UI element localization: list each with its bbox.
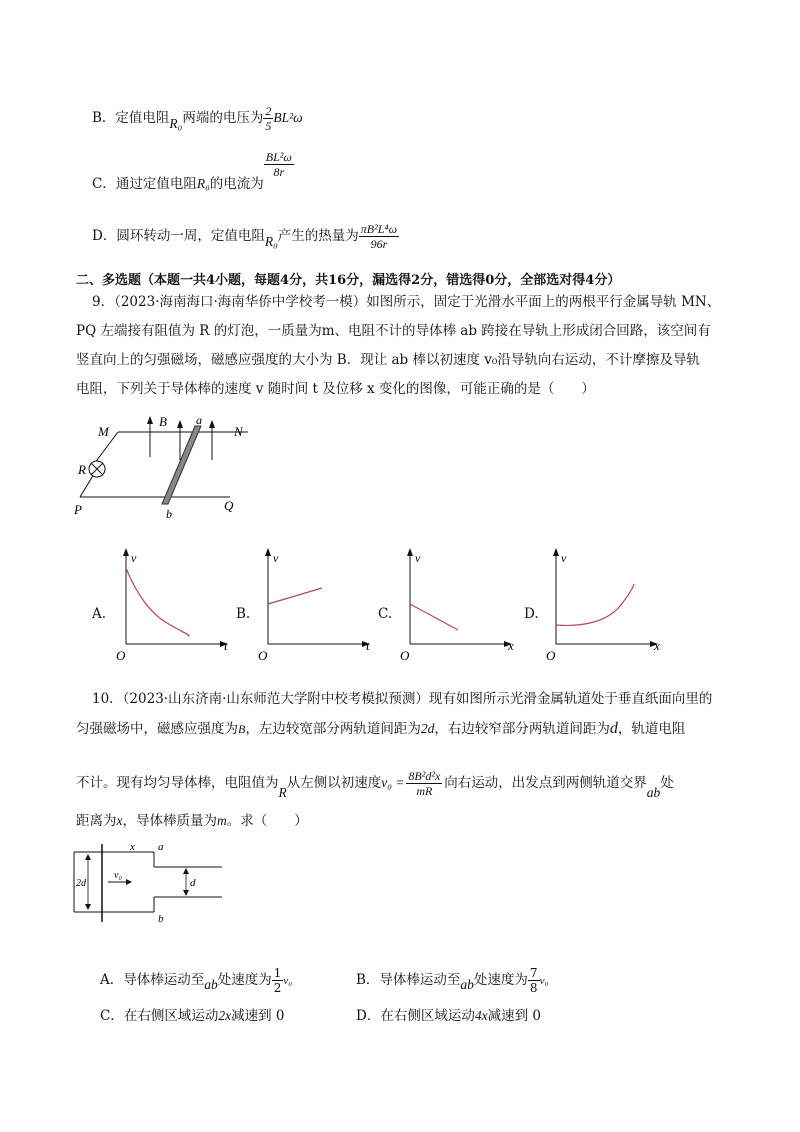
var-d: d (609, 720, 618, 737)
expr: 2x (218, 1008, 232, 1023)
var-x: x (116, 813, 123, 828)
var-ab: ab (204, 977, 218, 992)
option-text: 定值电阻 (115, 110, 170, 126)
r0-symbol: R₀ (169, 116, 183, 131)
text: 不计。现有均匀导体棒，电阻值为 (76, 775, 279, 791)
var-v0: v₀ (539, 975, 549, 987)
label-b-field: B (159, 414, 167, 429)
graph-option-d: D. (524, 606, 539, 622)
section-header: 二、多选题（本题一共4小题，每题4分，共16分，漏选得2分，错选得0分，全部选对得4分） (76, 273, 621, 288)
option-label: C． (100, 1008, 124, 1024)
var-m: m (217, 813, 227, 828)
label-b: b (166, 507, 172, 521)
option-text: 处速度为 (217, 972, 272, 988)
q10-option-a (100, 966, 292, 995)
option-text: 圆环转动一周，定值电阻 (116, 228, 265, 244)
var-ab: ab (646, 785, 661, 800)
origin-label: O (116, 648, 126, 662)
label-r: R (78, 462, 86, 477)
label-2d: 2d (76, 878, 86, 889)
x-axis-label: x (508, 638, 514, 653)
v0-fraction (406, 769, 442, 798)
option-text: 通过定值电阻 (115, 176, 197, 192)
frac-num: 1 (273, 966, 282, 980)
var-2d: 2d (420, 721, 435, 736)
fraction (359, 222, 399, 251)
q9-rail-figure (70, 412, 270, 524)
option-label: D． (356, 1008, 381, 1024)
option-text: 在右侧区域运动 (123, 1008, 219, 1024)
q10-line-1: 10．（2023·山东济南·山东师范大学附中校考模拟预测）现有如图所示光滑金属轨道处于垂直纸面向里的 (92, 691, 713, 707)
option-label: A． (100, 972, 124, 988)
option-label: B． (356, 972, 380, 988)
option-label: C． (92, 176, 116, 192)
y-axis-label: v (415, 551, 421, 565)
graph-a (112, 548, 236, 662)
frac-den: 5 (265, 119, 272, 133)
graph-option-b: B. (236, 606, 251, 622)
text: 处 (660, 775, 674, 791)
y-axis-label: v (273, 551, 279, 565)
q10-line-3 (76, 768, 674, 798)
frac-den: 2 (273, 981, 282, 995)
frac-num: 7 (529, 966, 538, 980)
label-d: d (190, 877, 196, 889)
expr: 4x (474, 1008, 488, 1023)
q9-line-4: 电阻，下列关于导体棒的速度 v 随时间 t 及位移 x 变化的图像，可能正确的是（ ） (76, 381, 595, 397)
option-d-prev (92, 222, 399, 251)
series-c (410, 604, 458, 630)
x-axis-label: x (654, 638, 660, 653)
graph-b (254, 548, 378, 662)
frac-den: 8r (273, 165, 285, 179)
q10-track-figure (70, 842, 230, 924)
option-text: 两端的电压为 (182, 110, 264, 126)
q9-line-3: 竖直向上的匀强磁场，磁感应强度的大小为 B．现让 ab 棒以初速度 v₀沿导轨向右运动，不计摩擦及导轨 (76, 352, 700, 368)
text: 距离为 (76, 813, 117, 829)
option-text: 的电流为 (209, 176, 264, 192)
expr: BL²ω (273, 110, 303, 125)
option-text: 减速到 0 (231, 1008, 285, 1024)
graph-d (542, 548, 666, 662)
option-text: 导体棒运动至 (123, 972, 205, 988)
option-text: 导体棒运动至 (379, 972, 461, 988)
frac-num: BL²ω (265, 150, 292, 164)
x-axis-label: t (224, 638, 228, 653)
text: 。求（ ） (226, 813, 308, 829)
graph-c (396, 548, 520, 662)
label-a: a (158, 842, 164, 853)
var-ab: ab (460, 977, 474, 992)
option-text: 产生的热量为 (277, 228, 359, 244)
q9-line-2: PQ 左端接有阻值为 R 的灯泡，一质量为m、电阻不计的导体棒 ab 跨接在导轨上形成闭合回路，该空间有 (76, 323, 711, 339)
frac-num: 2 (265, 104, 272, 118)
x-axis-label: t (366, 638, 370, 653)
option-text: 在右侧区域运动 (380, 1008, 475, 1024)
q10-line-4 (76, 806, 308, 836)
option-label: D． (92, 228, 117, 244)
text: 从左侧以初速度 (286, 775, 382, 791)
q10-line-2 (76, 714, 685, 744)
label-a: a (196, 413, 202, 427)
fraction (263, 104, 273, 133)
label-v0: v₀ (114, 870, 122, 881)
text: 向右运动，出发点到两侧轨道交界 (444, 775, 647, 791)
option-text: 处速度为 (473, 972, 528, 988)
var-r: R (278, 785, 287, 800)
label-b: b (158, 913, 164, 924)
option-label: B． (92, 110, 116, 126)
label-m: M (98, 424, 109, 439)
text: ，轨道电阻 (617, 721, 686, 737)
q9-line-1: 9．（2023·海南海口·海南华侨中学校考一模）如图所示，固定于光滑水平面上的两根平行金属导轨 MN、 (92, 294, 721, 310)
text: ，右边较窄部分两轨道间距为 (434, 721, 610, 737)
label-q: Q (224, 498, 234, 513)
series-a (126, 568, 189, 636)
frac-num: πB²L⁴ω (360, 222, 398, 236)
frac-den: mR (416, 784, 433, 798)
var-v0: v₀ = (381, 775, 405, 790)
option-b-prev (92, 104, 303, 133)
origin-label: O (546, 648, 556, 662)
y-axis-label: v (131, 551, 137, 565)
r0-symbol: R₀ (264, 234, 278, 249)
option-c-prev (92, 150, 294, 192)
graph-option-c: C. (378, 606, 393, 622)
series-b (268, 588, 322, 604)
q10-option-c (100, 1006, 284, 1026)
option-text: 减速到 0 (487, 1008, 541, 1024)
frac-den: 96r (370, 237, 388, 251)
frac-num: 8B²d²x (408, 769, 441, 783)
frac-den: 8 (529, 981, 538, 995)
label-p: P (74, 502, 82, 517)
fraction (264, 150, 294, 179)
label-x: x (130, 842, 135, 853)
conductor-rod (162, 426, 201, 504)
origin-label: O (400, 648, 410, 662)
var-b: B (238, 722, 246, 736)
y-axis-label: v (561, 551, 567, 565)
r0-symbol: R₀ (196, 176, 210, 191)
text: ，导体棒质量为 (122, 813, 217, 829)
fraction (272, 966, 284, 995)
q10-option-d (356, 1006, 541, 1026)
graph-option-a: A. (92, 606, 107, 622)
text: ，左边较宽部分两轨道间距为 (245, 721, 421, 737)
origin-label: O (258, 648, 268, 662)
q10-option-b (356, 966, 548, 995)
series-d (556, 584, 634, 625)
var-v0: v₀ (283, 975, 293, 987)
text: 匀强磁场中，磁感应强度为 (76, 721, 238, 737)
fraction (528, 966, 540, 995)
label-n: N (234, 424, 243, 439)
